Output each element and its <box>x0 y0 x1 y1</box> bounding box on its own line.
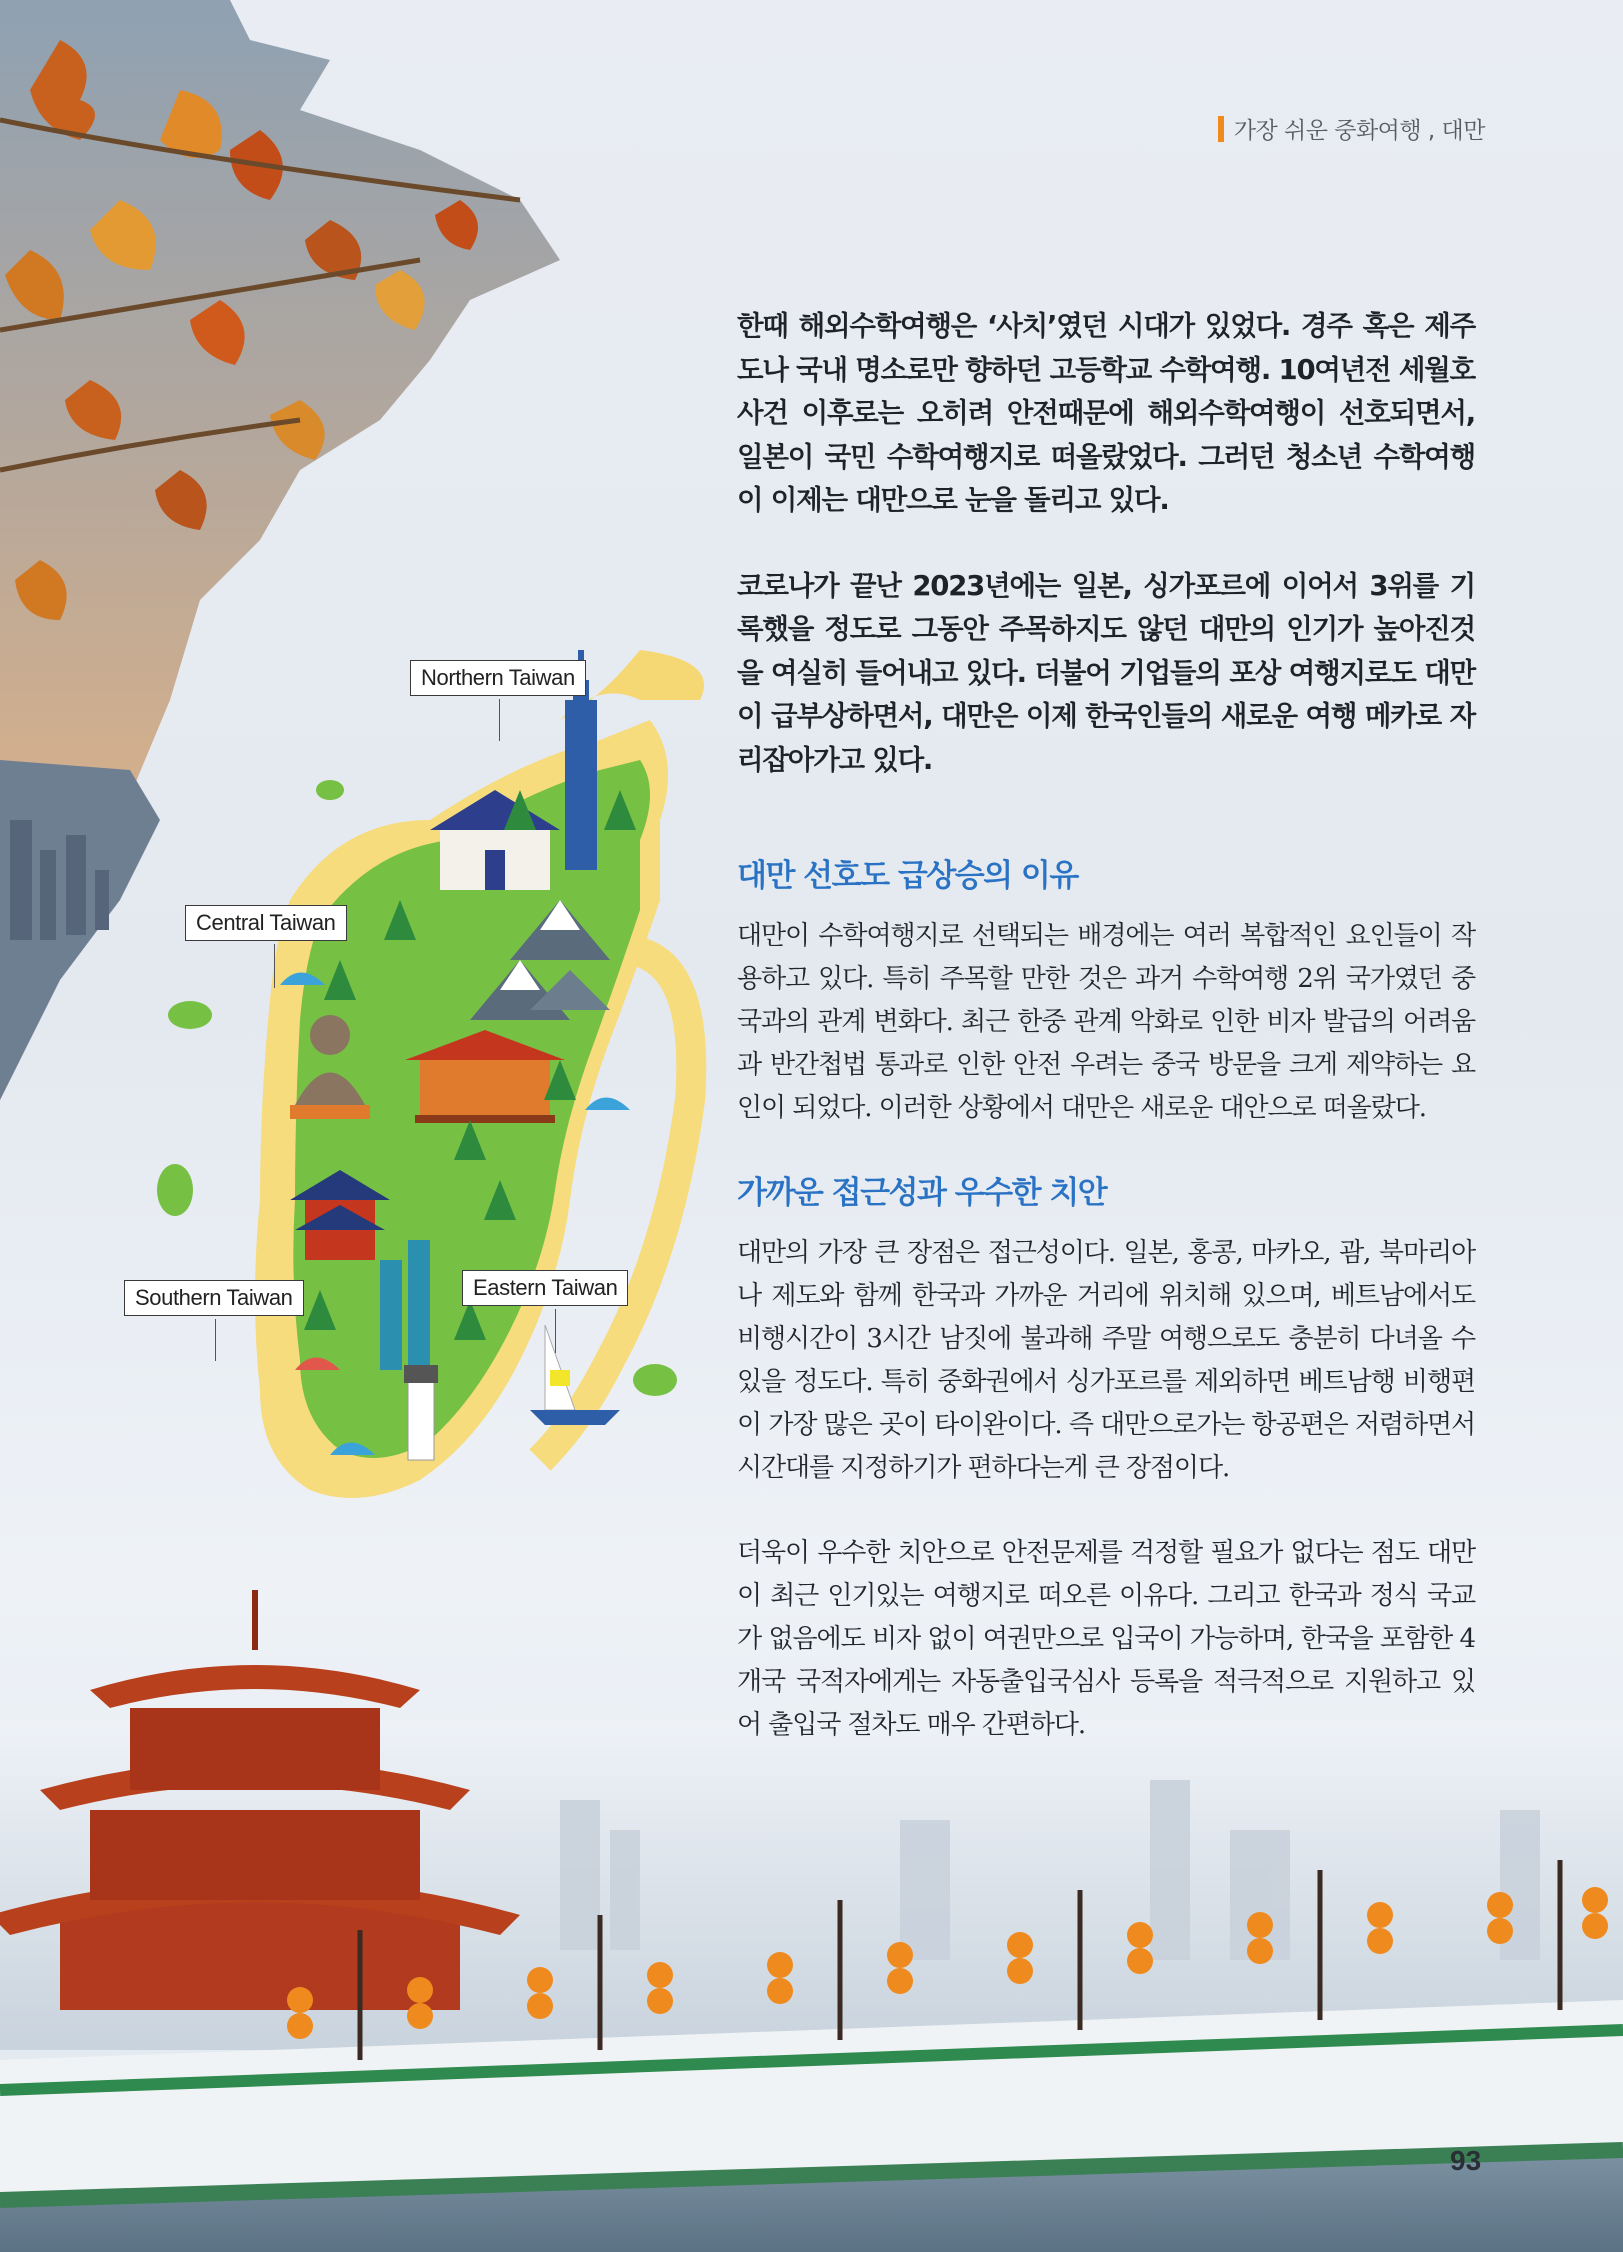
map-label-central <box>185 905 347 941</box>
intro-section <box>737 305 1475 782</box>
running-title: 가장 쉬운 중화여행 , 대만 <box>1233 118 1485 144</box>
map-label-central-text: Central Taiwan <box>196 910 336 935</box>
running-header <box>1218 112 1485 145</box>
page-number: 93 <box>1450 2145 1482 2176</box>
map-label-southern-text: Southern Taiwan <box>135 1285 293 1310</box>
map-label-leader <box>215 1319 216 1361</box>
intro-paragraph-1: 한때 해외수학여행은 ‘사치’였던 시대가 있었다. 경주 혹은 제주도나 국내 명소로만 향하던 고등학교 수학여행. 10여년전 세월호 사건 이후로는 오히려 안전때문에 해외수학여행이 선호되면서, 일본이 국민 수학여행지로 떠올랐었다. 그러던 청소년 수학여행이 이제는 대만으로 눈을 돌리고 있다. <box>737 310 1475 516</box>
section-2-paragraph-2: 더욱이 우수한 치안으로 안전문제를 걱정할 필요가 없다는 점도 대만이 최근 인기있는 여행지로 떠오른 이유다. 그리고 한국과 정식 국교가 없음에도 비자 없이 여권만으로 입국이 가능하며, 한국을 포함한 4개국 국적자에게는 자동출입국심사 등록을 적극적으로 지원하고 있어 출입국 절차도 매우 간편하다. <box>737 1538 1475 1740</box>
map-label-leader <box>555 1309 556 1353</box>
section-2-paragraph-1: 대만의 가장 큰 장점은 접근성이다. 일본, 홍콩, 마카오, 괌, 북마리아나 제도와 함께 한국과 가까운 거리에 위치해 있으며, 베트남에서도 비행시간이 3시간 남짓에 불과해 주말 여행으로도 충분히 다녀올 수 있을 정도다. 특히 중화권에서 싱가포르를 제외하면 베트남행 비행편이 가장 많은 곳이 타이완이다. 즉 대만으로가는 항공편은 저렴하면서 시간대를 지정하기가 편하다는게 큰 장점이다. <box>737 1238 1475 1483</box>
section-1-heading: 대만 선호도 급상승의 이유 <box>737 858 1078 894</box>
section-2-heading: 가까운 접근성과 우수한 치안 <box>737 1175 1107 1211</box>
section-access-safety <box>737 1167 1475 1747</box>
taiwan-map-illustration <box>157 650 704 1498</box>
header-accent-bar <box>1218 116 1224 142</box>
section-popularity <box>737 850 1475 1130</box>
map-label-northern-text: Northern Taiwan <box>421 665 575 690</box>
map-label-northern <box>410 660 586 696</box>
section-1-paragraph: 대만이 수학여행지로 선택되는 배경에는 여러 복합적인 요인들이 작용하고 있다. 특히 주목할 만한 것은 과거 수학여행 2위 국가였던 중국과의 관계 변화다. 최근 한중 관계 악화로 인한 비자 발급의 어려움과 반간첩법 통과로 인한 안전 우려는 중국 방문을 크게 제약하는 요인이 되었다. 이러한 상황에서 대만은 새로운 대안으로 떠올랐다. <box>737 921 1475 1123</box>
map-label-leader <box>499 699 500 741</box>
map-label-eastern <box>462 1270 628 1306</box>
map-label-eastern-text: Eastern Taiwan <box>473 1275 618 1300</box>
map-label-leader <box>274 944 275 988</box>
lighthouse <box>404 1365 438 1460</box>
intro-paragraph-2: 코로나가 끝난 2023년에는 일본, 싱가포르에 이어서 3위를 기록했을 정도로 그동안 주목하지도 않던 대만의 인기가 높아진것을 여실히 들어내고 있다. 더불어 기업들의 포상 여행지로도 대만이 급부상하면서, 대만은 이제 한국인들의 새로운 여행 메카로 자리잡아가고 있다. <box>737 569 1475 776</box>
map-label-southern <box>124 1280 304 1316</box>
